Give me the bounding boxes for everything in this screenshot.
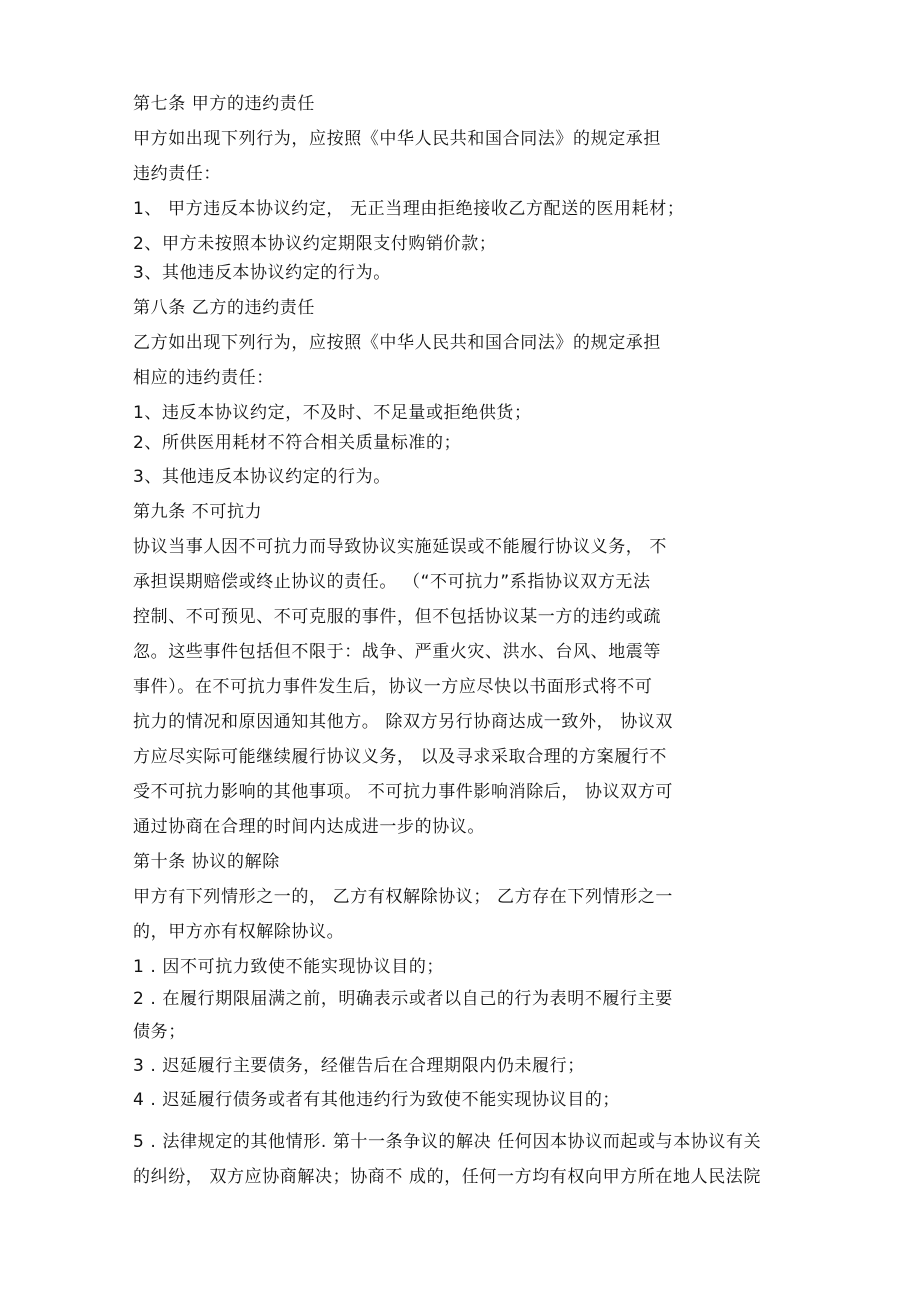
paragraph-line: 乙方如出现下列行为，应按照《中华人民共和国合同法》的规定承担 — [133, 333, 661, 353]
paragraph-line: 方应尽实际可能继续履行协议义务， 以及寻求采取合理的方案履行不 — [133, 747, 668, 767]
paragraph-line: 抗力的情况和原因通知其他方。 除双方另行协商达成一致外， 协议双 — [133, 712, 674, 732]
list-item: 1、违反本协议约定，不及时、不足量或拒绝供货； — [133, 403, 532, 423]
paragraph-line: 通过协商在合理的时间内达成进一步的协议。 — [133, 817, 485, 837]
paragraph-line: 债务； — [133, 1022, 186, 1042]
list-item: 5 . 法律规定的其他情形. 第十一条争议的解决 任何因本协议而起或与本协议有关 — [133, 1132, 762, 1152]
article-7-heading: 第七条 甲方的违约责任 — [133, 94, 316, 114]
list-item: 2、甲方未按照本协议约定期限支付购销价款； — [133, 234, 497, 254]
list-item: 3、其他违反本协议约定的行为。 — [133, 263, 391, 283]
paragraph-line: 相应的违约责任： — [133, 368, 274, 388]
paragraph-line: 甲方如出现下列行为，应按照《中华人民共和国合同法》的规定承担 — [133, 129, 661, 149]
list-item: 3、其他违反本协议约定的行为。 — [133, 467, 391, 487]
paragraph-line: 控制、不可预见、不可克服的事件，但不包括协议某一方的违约或疏 — [133, 607, 661, 627]
paragraph-line: 的，甲方亦有权解除协议。 — [133, 922, 345, 942]
paragraph-line: 的纠纷， 双方应协商解决；协商不 成的，任何一方均有权向甲方所在地人民法院 — [133, 1167, 762, 1187]
list-item: 2 . 在履行期限届满之前，明确表示或者以自己的行为表明不履行主要 — [133, 989, 673, 1009]
paragraph-line: 忽。这些事件包括但不限于：战争、严重火灾、洪水、台风、地震等 — [133, 642, 661, 662]
paragraph-line: 协议当事人因不可抗力而导致协议实施延误或不能履行协议义务， 不 — [133, 537, 668, 557]
list-item: 1、 甲方违反本协议约定， 无正当理由拒绝接收乙方配送的医用耗材； — [133, 199, 685, 219]
article-10-heading: 第十条 协议的解除 — [133, 852, 280, 872]
paragraph-line: 承担误期赔偿或终止协议的责任。 （“不可抗力”系指协议双方无法 — [133, 572, 651, 592]
paragraph-line: 违约责任： — [133, 164, 221, 184]
paragraph-line: 受不可抗力影响的其他事项。 不可抗力事件影响消除后， 协议双方可 — [133, 782, 674, 802]
list-item: 1 . 因不可抗力致使不能实现协议目的； — [133, 957, 445, 977]
list-item: 4 . 迟延履行债务或者有其他违约行为致使不能实现协议目的； — [133, 1090, 621, 1110]
paragraph-line: 甲方有下列情形之一的， 乙方有权解除协议； 乙方存在下列情形之一 — [133, 887, 674, 907]
article-8-heading: 第八条 乙方的违约责任 — [133, 298, 316, 318]
list-item: 3 . 迟延履行主要债务，经催告后在合理期限内仍未履行； — [133, 1056, 585, 1076]
paragraph-line: 事件）。在不可抗力事件发生后，协议一方应尽快以书面形式将不可 — [133, 677, 653, 697]
list-item: 2、所供医用耗材不符合相关质量标准的； — [133, 433, 462, 453]
article-9-heading: 第九条 不可抗力 — [133, 502, 263, 522]
